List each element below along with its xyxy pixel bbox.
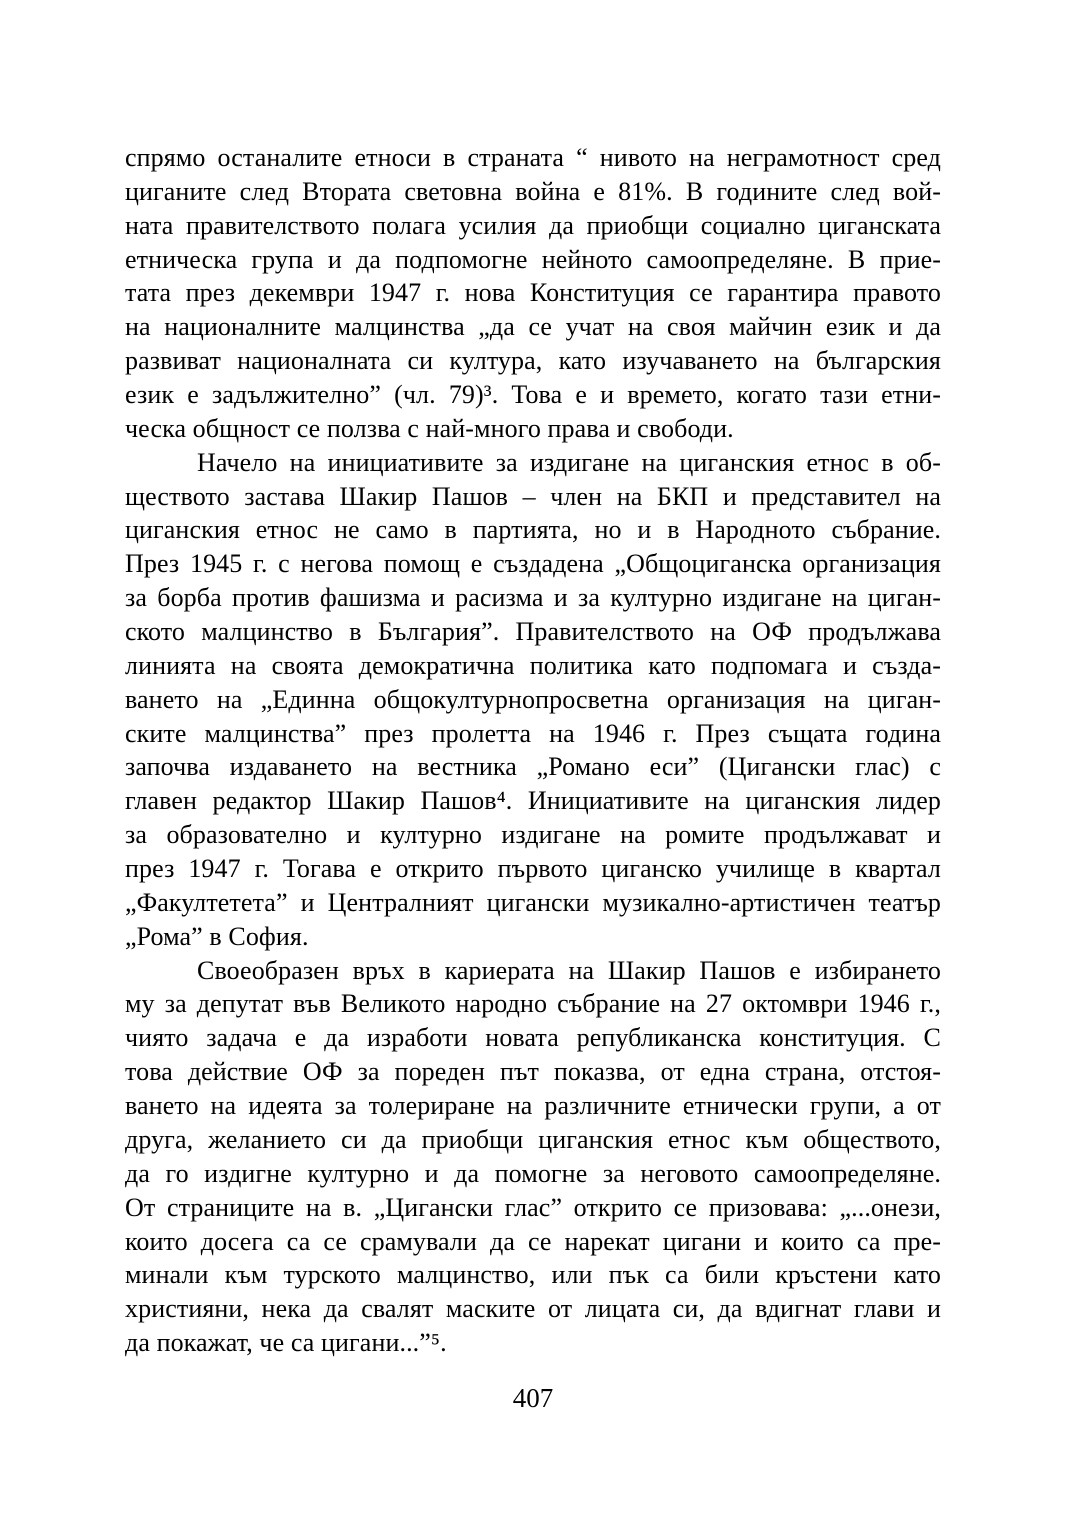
text-line: Своеобразен връх в кариерата на Шакир Пашов е избирането	[197, 955, 941, 985]
text-line: ването на идеята за толериране на различните етнически групи, а от	[125, 1091, 941, 1121]
text-line: на националните малцинства „да се учат на своя майчин език и да	[125, 312, 941, 342]
text-line: които досега са се срамували да се нарекат цигани и които са пре-	[125, 1226, 941, 1256]
text-line: през 1947 г. Тогава е открито първото циганско училище в квартал	[125, 854, 941, 884]
paragraph	[125, 141, 941, 446]
text-line: „Факултетета” и Централният цигански музикално-артистичен театър	[125, 887, 941, 917]
text-line: минали към турското малцинство, или пък са били кръстени като	[125, 1260, 941, 1290]
text-line: започва издаването на вестника „Романо еси” (Цигански глас) с	[125, 752, 941, 782]
text-line: От страниците на в. „Цигански глас” открито се призовава: „...онези,	[125, 1192, 941, 1222]
page-number: 407	[512, 1383, 554, 1413]
text-line: ната правителството полага усилия да приобщи социално циганската	[125, 210, 941, 240]
text-line: чиято задача е да изработи новата републиканска конституция. С	[125, 1023, 941, 1053]
text-line: През 1945 г. с негова помощ е създадена „Общоциганска организация	[125, 549, 941, 579]
text-line: циганите след Втората световна война е 81%. В годините след вой-	[125, 176, 941, 206]
text-line: за борба против фашизма и расизма и за културно издигане на циган-	[125, 583, 941, 613]
text-line: етническа група и да подпомогне нейното самоопределяне. В прие-	[125, 244, 941, 274]
text-line: ческа общност се ползва с най-много права и свободи.	[125, 413, 734, 443]
paragraph	[125, 954, 941, 1360]
text-line: му за депутат във Великото народно събрание на 27 октомври 1946 г.,	[125, 989, 941, 1019]
text-line: за образователно и културно издигане на ромите продължават и	[125, 820, 941, 850]
text-line: тата през декември 1947 г. нова Конституция се гарантира правото	[125, 278, 941, 308]
text-line: ването на „Единна общокултурнопросветна организация на циган-	[125, 684, 941, 714]
text-line: ществото застава Шакир Пашов – член на БКП и представител на	[125, 481, 941, 511]
text-line: ските малцинства” през пролетта на 1946 г. През същата година	[125, 718, 941, 748]
text-line: това действие ОФ за пореден път показва, от една страна, отстоя-	[125, 1057, 941, 1087]
text-line: линията на своята демократична политика като подпомага и създа-	[125, 650, 941, 680]
text-line: „Рома” в София.	[125, 921, 309, 951]
text-line: християни, нека да свалят маските от лицата си, да вдигнат глави и	[125, 1294, 941, 1324]
text-line: спрямо останалите етноси в страната “ нивото на неграмотност сред	[125, 143, 941, 172]
text-line: главен редактор Шакир Пашов⁴. Инициативите на циганския лидер	[125, 786, 941, 816]
paragraph	[125, 446, 941, 954]
text-line: развиват националната си култура, като изучаването на българския	[125, 346, 941, 376]
text-line: ското малцинство в България”. Правителството на ОФ продължава	[125, 617, 941, 647]
text-line: друга, желанието си да приобщи циганския етнос към обществото,	[125, 1124, 941, 1154]
text-line: Начело на инициативите за издигане на циганския етнос в об-	[197, 447, 941, 477]
text-line: да го издигне културно и да помогне за неговото самоопределяне.	[125, 1158, 941, 1188]
text-line: език е задължително” (чл. 79)³. Това е и времето, когато тази етни-	[125, 380, 941, 410]
text-line: да покажат, че са цигани...”⁵.	[125, 1328, 447, 1358]
text-line: циганския етнос не само в партията, но и в Народното събрание.	[125, 515, 941, 545]
body-text	[125, 141, 941, 1360]
